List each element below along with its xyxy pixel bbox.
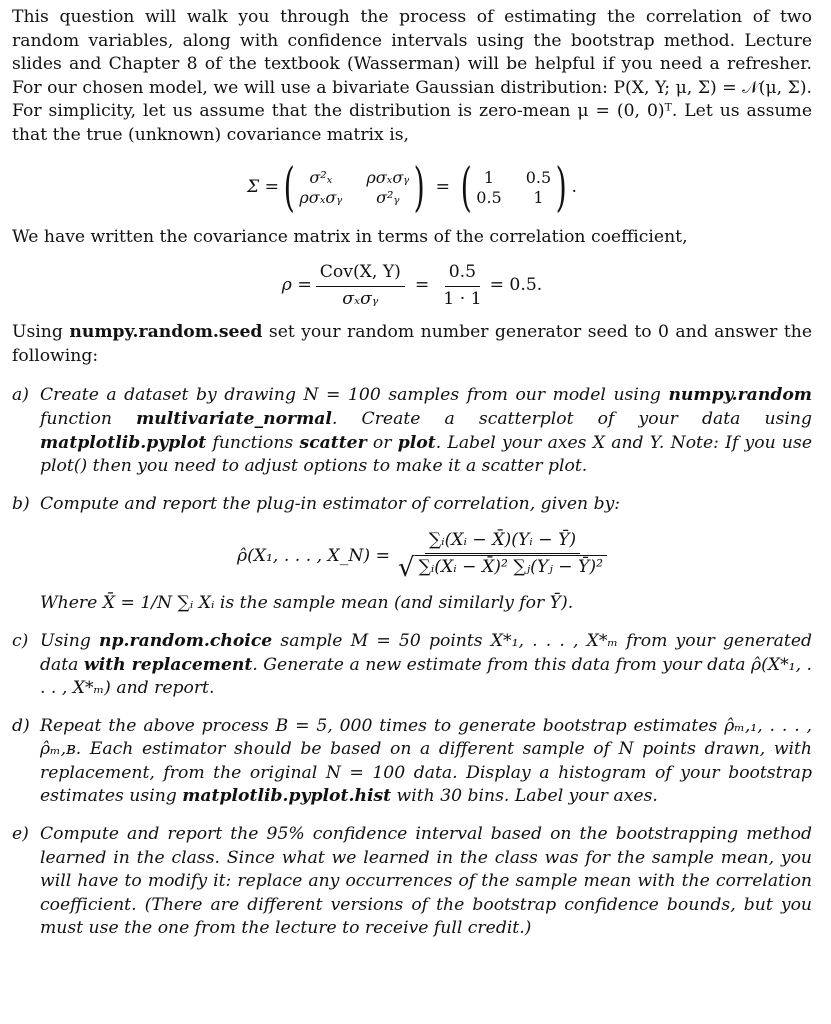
question-d: d) Repeat the above process B = 5, 000 times to generate bootstrap estimates ρ̂ₘ,₁, . . . , ρ̂ₘ,ʙ. Each estimator should be based on a different sample of N points drawn, with replacement, from the original N = 100 data. Display a histogram of your bootstrap estimates using matplotlib.pyplot.hist with 30 bins. Label your axes. — [12, 715, 812, 809]
sample-mean-note: Where X̄ = 1/N ∑ᵢ Xᵢ is the sample mean (and similarly for Ȳ). — [40, 593, 574, 614]
cov-period: . — [571, 176, 577, 197]
cov-lhs: Σ = — [247, 176, 280, 197]
matrix-cell: 1 — [533, 187, 544, 207]
correlation-paragraph: We have written the covariance matrix in terms of the correlation coefficient, — [12, 226, 688, 247]
question-b: b) Compute and report the plug-in estimator of correlation, given by: ρ̂(X₁, . . . , X_N) = ∑ᵢ(Xᵢ − X̄)(Yᵢ − Ȳ) √ ∑ᵢ(Xᵢ − X̄)² ∑ⱼ(Yⱼ − Ȳ)² Where X̄ = 1/N ∑ᵢ Xᵢ is the sample mean (and similarly for Ȳ). — [12, 493, 812, 616]
intro-paragraph: This question will walk you through the process of estimating the correlation of two random variables, along with confidence intervals using the bootstrap method. Lecture slides and Chapter 8 of the textbook (Wasserman) will be helpful if you need a refresher. For our chosen model, we will use a bivariate Gaussian distribution: P(X, Y; μ, Σ) = 𝒩(μ, Σ). For simplicity, let us assume that the distribution is zero-mean μ = (0, 0)ᵀ. Let us assume that the true (unknown) covariance matrix is, — [12, 7, 812, 145]
seed-paragraph: Using numpy.random.seed set your random number generator seed to 0 and answer the following: — [12, 322, 812, 366]
matrix-cell: σ²ᵧ — [376, 187, 400, 207]
question-label: e) — [12, 824, 29, 845]
numeric-matrix: ( 1 0.5 0.5 1 ) — [460, 157, 567, 218]
question-label: b) — [12, 493, 30, 514]
question-a: a) Create a dataset by drawing N = 100 samples from our model using numpy.random function multivariate_normal. Create a scatterplot of your data using matplotlib.pyplot functions scatter or plot. Label your axes X and Y. Note: If you use plot() then you need to adjust options to make it a scatter plot. — [12, 384, 812, 478]
rho-fraction-2: $\frac{0.5}{1 \cdot 1}$ — [443, 262, 482, 309]
plugin-estimator-equation: ρ̂(X₁, . . . , X_N) = ∑ᵢ(Xᵢ − X̄)(Yᵢ − Ȳ) √ ∑ᵢ(Xᵢ − X̄)² ∑ⱼ(Yⱼ − Ȳ)² — [40, 526, 812, 586]
matrix-cell: 1 — [483, 167, 495, 187]
seed-function: numpy.random.seed — [69, 322, 263, 343]
matrix-cell: ρσₓσᵧ — [299, 187, 343, 207]
matrix-cell: 0.5 — [525, 167, 552, 187]
question-c: c) Using np.random.choice sample M = 50 points X*₁, . . . , X*ₘ from your generated data with replacement. Generate a new estimate from this data from your data ρ̂(X*₁, . . . , X*ₘ) and report. — [12, 630, 812, 701]
problem-document — [12, 6, 812, 955]
symbolic-matrix: ( σ²ₓ ρσₓσᵧ ρσₓσᵧ σ²ᵧ ) — [283, 157, 426, 218]
rho-lhs: ρ = — [281, 275, 312, 296]
question-e: e) Compute and report the 95% confidence interval based on the bootstrapping method learned in the class. Since what we learned in the class was for the sample mean, you will have to modify it: replace any occurrences of the sample mean with the correlation coefficient. (There are different versions of the bootstrap confidence bounds, but you must use the one from the lecture to receive full credit.) — [12, 823, 812, 941]
question-label: d) — [12, 715, 30, 736]
matrix-cell: σ²ₓ — [309, 167, 333, 187]
covariance-equation — [12, 158, 812, 218]
cov-equals: = — [435, 176, 450, 197]
rho-fraction-1: $\frac{\text{Cov(X, Y)}}{\text{σₓσᵧ}}$ — [316, 261, 405, 311]
rho-rhs: = 0.5. — [489, 275, 543, 296]
matrix-cell: 0.5 — [476, 187, 502, 207]
question-label: c) — [12, 630, 29, 651]
matrix-cell: ρσₓσᵧ — [366, 167, 410, 187]
question-list — [12, 384, 812, 941]
rho-equation: ρ = $\frac{\text{Cov(X, Y)}}{\text{σₓσᵧ}}$ = $\frac{0.5}{1 \cdot 1}$ = 0.5. — [12, 259, 812, 313]
question-label: a) — [12, 385, 29, 406]
